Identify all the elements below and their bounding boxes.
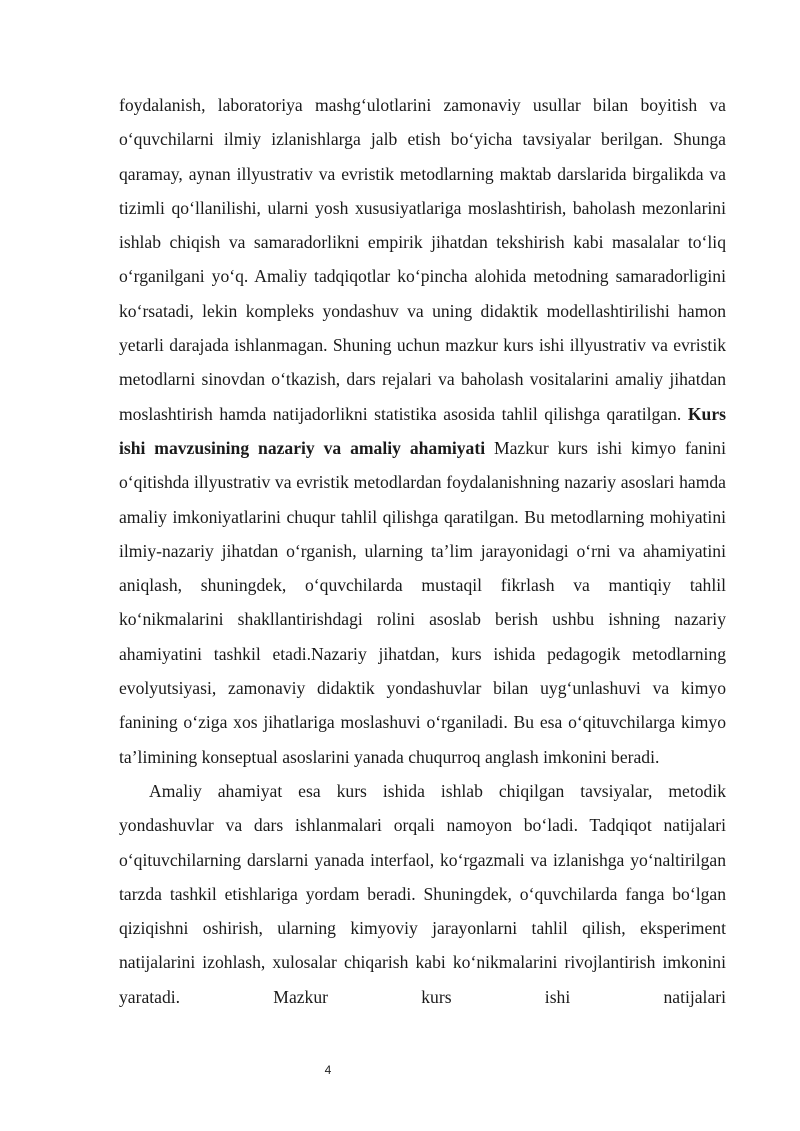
page-number: 4	[324, 1063, 332, 1077]
paragraph-2	[119, 774, 726, 1014]
body-text	[119, 88, 726, 1014]
paragraph-1-text-a: foydalanish, laboratoriya mashg‘ulotlarini zamonaviy usullar bilan boyitish va o‘quvchilarni ilmiy izlanishlarga jalb etish bo‘yicha tavsiyalar berilgan. Shunga qaramay, aynan illyustrativ va evristik metodlarning maktab darslarida birgalikda va tizimli qo‘llanilishi, ularni yosh xususiyatlariga moslashtirish, baholash mezonlarini ishlab chiqish va samaradorlikni empirik jihatdan tekshirish kabi masalalar to‘liq o‘rganilgani yo‘q. Amaliy tadqiqotlar ko‘pincha alohida metodning samaradorligini ko‘rsatadi, lekin kompleks yondashuv va uning didaktik modellashtirilishi hamon yetarli darajada ishlanmagan. Shuning uchun mazkur kurs ishi illyustrativ va evristik metodlarni sinovdan o‘tkazish, dars rejalari va baholash vositalarini amaliy jihatdan moslashtirish hamda natijadorlikni statistika asosida tahlil qilishga qaratilgan.	[119, 95, 726, 424]
paragraph-2-text: Amaliy ahamiyat esa kurs ishida ishlab chiqilgan tavsiyalar, metodik yondashuvlar va dars ishlanmalari orqali namoyon bo‘ladi. Tadqiqot natijalari o‘qituvchilarning darslarni yanada interfaol, ko‘rgazmali va izlanishga yo‘naltirilgan tarzda tashkil etishlariga yordam beradi. Shuningdek, o‘quvchilarda fanga bo‘lgan qiziqishni oshirish, ularning kimyoviy jarayonlarni tahlil qilish, eksperiment natijalarini izohlash, xulosalar chiqarish kabi ko‘nikmalarini rivojlantirish imkonini yaratadi. Mazkur kurs ishi natijalari	[119, 780, 726, 1007]
paragraph-1-text-b: Mazkur kurs ishi kimyo fanini o‘qitishda illyustrativ va evristik metodlardan foydalanishning nazariy asoslari hamda amaliy imkoniyatlarini chuqur tahlil qilishga qaratilgan. Bu metodlarning mohiyatini ilmiy-nazariy jihatdan o‘rganish, ularning ta’lim jarayonidagi o‘rni va ahamiyatini aniqlash, shuningdek, o‘quvchilarda mustaqil fikrlash va mantiqiy tahlil ko‘nikmalarini shakllantirishdagi rolini asoslab berish ushbu ishning nazariy ahamiyatini tashkil etadi.Nazariy jihatdan, kurs ishida pedagogik metodlarning evolyutsiyasi, zamonaviy didaktik yondashuvlar bilan uyg‘unlashuvi va kimyo fanining o‘ziga xos jihatlariga moslashuvi o‘rganiladi. Bu esa o‘qituvchilarga kimyo ta’limining konseptual asoslarini yanada chuqurroq anglash imkonini beradi.	[119, 437, 726, 767]
section-heading-inline: Kurs ishi mavzusining nazariy va amaliy ahamiyati	[119, 403, 726, 458]
paragraph-1	[119, 88, 726, 774]
